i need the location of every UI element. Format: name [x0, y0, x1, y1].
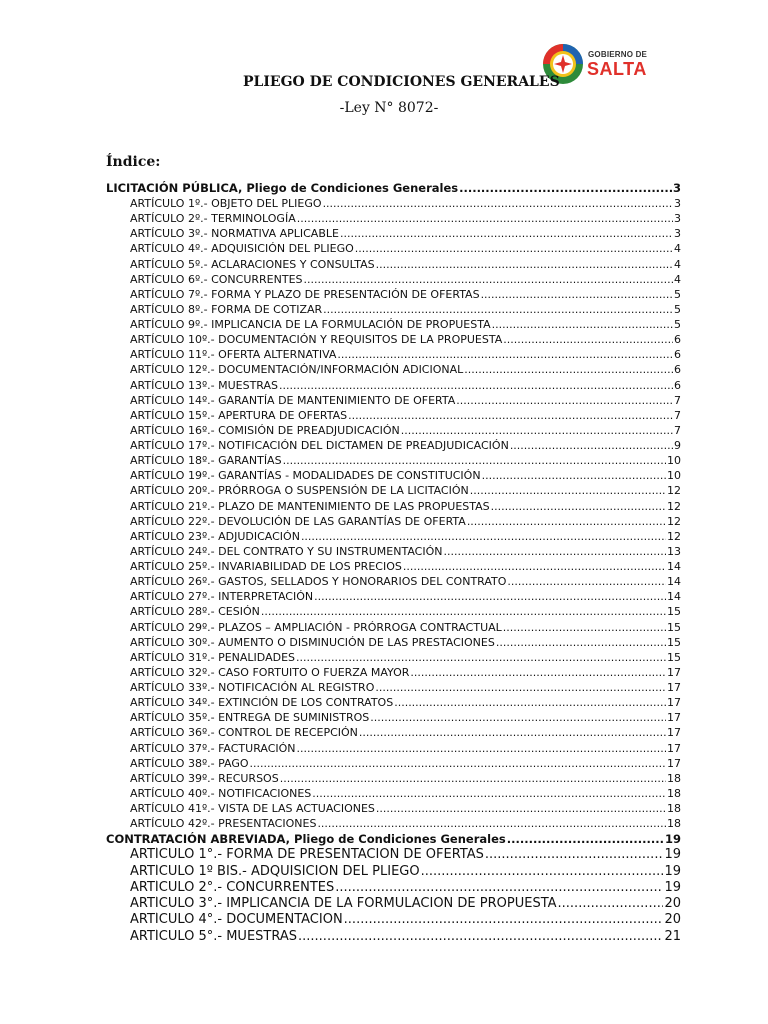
toc-page-number: 7 — [674, 393, 681, 407]
toc-page-number: 17 — [667, 756, 681, 770]
toc-page-number: 14 — [667, 560, 681, 573]
toc-entry[interactable] — [106, 695, 681, 710]
logo-top-text: GOBIERNO DE — [588, 50, 648, 59]
gobierno-de-salta-logo — [542, 43, 672, 87]
toc-entry-label: ARTÍCULO 4°.- DOCUMENTACIÓN — [130, 912, 343, 928]
toc-entry[interactable] — [106, 226, 681, 241]
toc-entry-label: ARTÍCULO 3°.- IMPLICANCIA DE LA FORMULACIÓN DE PROPUESTA — [130, 896, 557, 912]
toc-entry-label: ARTÍCULO 1º.- OBJETO DEL PLIEGO — [130, 197, 322, 210]
toc-entry[interactable] — [106, 438, 681, 453]
toc-entry-label: ARTÍCULO 22º.- DEVOLUCIÓN DE LAS GARANTÍAS DE OFERTA — [130, 514, 466, 528]
toc-entry[interactable] — [106, 423, 681, 438]
toc-entry-label: ARTÍCULO 21º.- PLAZO DE MANTENIMIENTO DE LAS PROPUESTAS — [130, 499, 490, 513]
toc-leader-dots — [467, 514, 666, 529]
toc-page-number: 3 — [672, 181, 681, 195]
toc-entry-label: ARTÍCULO 14º.- GARANTÍA DE MANTENIMIENTO DE OFERTA — [130, 393, 456, 407]
toc-page-number: 17 — [667, 665, 681, 679]
toc-page-number: 5 — [674, 318, 681, 331]
toc-entry[interactable] — [106, 257, 681, 272]
toc-page-number: 19 — [664, 863, 681, 879]
toc-leader-dots — [296, 650, 666, 665]
toc-entry[interactable] — [106, 801, 681, 816]
toc-leader-dots — [507, 831, 664, 847]
toc-leader-dots — [317, 816, 666, 831]
toc-entry-label: ARTÍCULO 31º.- PENALIDADES — [130, 650, 296, 664]
toc-leader-dots — [459, 180, 672, 196]
toc-entry[interactable] — [106, 332, 681, 347]
toc-entry-label: ARTÍCULO 5º.- ACLARACIONES Y CONSULTAS — [130, 257, 375, 271]
toc-entry[interactable] — [106, 499, 681, 514]
toc-leader-dots — [410, 665, 666, 680]
toc-entry[interactable] — [106, 529, 681, 544]
toc-entry[interactable] — [106, 408, 681, 423]
toc-entry[interactable] — [106, 272, 681, 287]
toc-leader-dots — [510, 438, 673, 453]
logo-main-text: SALTA — [587, 59, 647, 79]
toc-entry[interactable] — [106, 544, 681, 559]
toc-section-contratacion-abreviada[interactable] — [106, 831, 681, 847]
toc-entry-label: ARTÍCULO 5°.- MUESTRAS — [130, 928, 298, 944]
toc-entry[interactable] — [106, 393, 681, 408]
toc-leader-dots — [482, 468, 666, 483]
toc-page-number: 21 — [664, 928, 681, 944]
toc-entry-label: ARTÍCULO 37º.- FACTURACIÓN — [130, 741, 296, 755]
toc-entry-label: ARTÍCULO 38º.- PAGO — [130, 756, 249, 770]
toc-page-number: 7 — [674, 408, 681, 422]
toc-page-number: 6 — [674, 363, 681, 377]
toc-entry[interactable] — [106, 483, 681, 498]
toc-entry[interactable] — [106, 786, 681, 801]
toc-leader-dots — [323, 302, 673, 317]
toc-entry[interactable] — [106, 514, 681, 529]
toc-entry-label: ARTÍCULO 39º.- RECURSOS — [130, 771, 279, 785]
toc-entry[interactable] — [106, 864, 681, 880]
toc-section-label: LICITACIÓN PÚBLICA, Pliego de Condiciones Generales — [106, 181, 459, 195]
toc-leader-dots — [496, 635, 666, 650]
toc-leader-dots — [376, 257, 673, 272]
toc-leader-dots — [485, 847, 664, 863]
toc-page-number: 15 — [667, 605, 681, 619]
toc-leader-dots — [470, 483, 666, 498]
toc-leader-dots — [301, 529, 666, 544]
toc-entry-label: ARTÍCULO 16º.- COMISIÓN DE PREADJUDICACIÓN — [130, 423, 400, 437]
toc-leader-dots — [507, 574, 666, 589]
toc-entry-label: ARTÍCULO 9º.- IMPLICANCIA DE LA FORMULACIÓN DE PROPUESTA — [130, 318, 491, 331]
toc-entry-label: ARTÍCULO 32º.- CASO FORTUITO O FUERZA MAYOR — [130, 665, 410, 679]
toc-entry[interactable] — [106, 589, 681, 604]
toc-entry-label: ARTÍCULO 36º.- CONTROL DE RECEPCIÓN — [130, 726, 358, 740]
toc-entry[interactable] — [106, 604, 681, 619]
toc-page-number: 12 — [667, 529, 681, 543]
toc-page-number: 6 — [674, 378, 681, 392]
toc-entry-label: ARTÍCULO 41º.- VISTA DE LAS ACTUACIONES — [130, 802, 375, 815]
toc-leader-dots — [283, 453, 666, 468]
toc-page-number: 17 — [667, 741, 681, 755]
toc-leader-dots — [375, 680, 666, 695]
toc-entry[interactable] — [106, 929, 681, 945]
toc-page-number: 12 — [667, 499, 681, 513]
toc-entry-label: ARTÍCULO 7º.- FORMA Y PLAZO DE PRESENTACIÓN DE OFERTAS — [130, 287, 480, 301]
toc-entry-label: ARTÍCULO 19º.- GARANTÍAS - MODALIDADES DE CONSTITUCIÓN — [130, 469, 481, 483]
toc-section-licitacion-publica[interactable] — [106, 180, 681, 196]
toc-page-number: 12 — [667, 484, 681, 498]
toc-entry-label: ARTÍCULO 40º.- NOTIFICACIONES — [130, 786, 312, 800]
toc-leader-dots — [279, 378, 673, 393]
toc-page-number: 3 — [674, 197, 681, 210]
toc-leader-dots — [340, 226, 673, 241]
toc-leader-dots — [376, 801, 666, 816]
toc-page-number: 14 — [667, 590, 681, 604]
toc-section1-list — [106, 196, 681, 831]
toc-leader-dots — [492, 317, 673, 332]
toc-entry-label: ARTÍCULO 20º.- PRÓRROGA O SUSPENSIÓN DE LA LICITACIÓN — [130, 484, 469, 498]
toc-leader-dots — [280, 771, 666, 786]
toc-entry[interactable] — [106, 680, 681, 695]
toc-entry-label: ARTÍCULO 26º.- GASTOS, SELLADOS Y HONORARIOS DEL CONTRATO — [130, 575, 507, 589]
toc-entry[interactable] — [106, 302, 681, 317]
toc-page-number: 17 — [667, 696, 681, 710]
toc-entry[interactable] — [106, 574, 681, 589]
toc-entry[interactable] — [106, 816, 681, 831]
toc-leader-dots — [403, 559, 666, 574]
toc-page-number: 19 — [664, 879, 681, 895]
toc-entry[interactable] — [106, 453, 681, 468]
index-heading: Índice: — [106, 154, 161, 170]
toc-leader-dots — [443, 544, 666, 559]
toc-entry[interactable] — [106, 741, 681, 756]
toc-entry-label: ARTÍCULO 18º.- GARANTÍAS — [130, 454, 282, 468]
toc-entry[interactable] — [106, 635, 681, 650]
toc-entry-label: ARTÍCULO 28º.- CESIÓN — [130, 605, 260, 619]
toc-leader-dots — [558, 896, 664, 912]
toc-entry[interactable] — [106, 665, 681, 680]
document-subtitle: -Ley N° 8072- — [339, 100, 439, 116]
toc-entry-label: ARTÍCULO 33º.- NOTIFICACIÓN AL REGISTRO — [130, 681, 375, 694]
toc-entry[interactable] — [106, 347, 681, 362]
toc-page-number: 4 — [674, 242, 681, 256]
toc-leader-dots — [359, 725, 666, 740]
toc-page-number: 12 — [667, 514, 681, 528]
toc-leader-dots — [344, 912, 664, 928]
toc-leader-dots — [456, 393, 673, 408]
toc-entry-label: ARTÍCULO 34º.- EXTINCIÓN DE LOS CONTRATOS — [130, 696, 394, 710]
toc-page-number: 15 — [667, 650, 681, 664]
toc-leader-dots — [335, 880, 663, 896]
toc-page-number: 10 — [667, 469, 681, 483]
toc-section-label: CONTRATACIÓN ABREVIADA, Pliego de Condiciones Generales — [106, 832, 506, 847]
toc-entry-label: ARTÍCULO 23º.- ADJUDICACIÓN — [130, 529, 300, 543]
document-title: PLIEGO DE CONDICIONES GENERALES — [243, 74, 560, 90]
toc-leader-dots — [337, 347, 673, 362]
toc-leader-dots — [355, 241, 673, 256]
toc-entry[interactable] — [106, 287, 681, 302]
toc-entry[interactable] — [106, 317, 681, 332]
toc-entry[interactable] — [106, 362, 681, 377]
toc-entry-label: ARTÍCULO 30º.- AUMENTO O DISMINUCIÓN DE LAS PRESTACIONES — [130, 635, 495, 649]
toc-entry[interactable] — [106, 912, 681, 928]
toc-leader-dots — [297, 741, 666, 756]
toc-page-number: 19 — [664, 847, 681, 863]
toc-leader-dots — [314, 589, 666, 604]
toc-entry-label: ARTÍCULO 42º.- PRESENTACIONES — [130, 817, 317, 831]
toc-entry[interactable] — [106, 241, 681, 256]
toc-page-number: 5 — [674, 287, 681, 301]
toc-leader-dots — [323, 196, 673, 211]
toc-leader-dots — [250, 756, 666, 771]
toc-entry[interactable] — [106, 559, 681, 574]
table-of-contents — [106, 180, 681, 945]
toc-entry-label: ARTÍCULO 35º.- ENTREGA DE SUMINISTROS — [130, 711, 370, 725]
toc-entry-label: ARTÍCULO 13º.- MUESTRAS — [130, 378, 278, 392]
toc-page-number: 17 — [667, 726, 681, 740]
toc-section2-list — [106, 847, 681, 945]
toc-leader-dots — [298, 929, 663, 945]
toc-leader-dots — [370, 710, 666, 725]
toc-page-number: 20 — [664, 896, 681, 912]
toc-entry-label: ARTÍCULO 2°.- CONCURRENTES — [130, 879, 335, 895]
toc-page-number: 4 — [674, 272, 681, 286]
toc-leader-dots — [348, 408, 673, 423]
toc-page-number: 6 — [674, 333, 681, 347]
toc-entry[interactable] — [106, 725, 681, 740]
toc-page-number: 17 — [667, 681, 681, 694]
toc-leader-dots — [421, 864, 664, 880]
toc-entry-label: ARTÍCULO 4º.- ADQUISICIÓN DEL PLIEGO — [130, 242, 354, 256]
toc-page-number: 6 — [674, 348, 681, 362]
toc-page-number: 13 — [667, 544, 681, 558]
toc-entry-label: ARTÍCULO 2º.- TERMINOLOGÍA — [130, 212, 296, 226]
toc-entry[interactable] — [106, 756, 681, 771]
toc-page-number: 10 — [667, 454, 681, 468]
toc-entry-label: ARTÍCULO 1°.- FORMA DE PRESENTACIÓN DE OFERTAS — [130, 847, 484, 863]
toc-page-number: 3 — [674, 212, 681, 226]
toc-entry[interactable] — [106, 378, 681, 393]
toc-leader-dots — [394, 695, 666, 710]
toc-entry-label: ARTÍCULO 25º.- INVARIABILIDAD DE LOS PRECIOS — [130, 560, 402, 573]
toc-leader-dots — [503, 332, 673, 347]
toc-leader-dots — [481, 287, 673, 302]
toc-entry[interactable] — [106, 196, 681, 211]
toc-entry[interactable] — [106, 771, 681, 786]
toc-entry[interactable] — [106, 847, 681, 863]
toc-page-number: 5 — [674, 302, 681, 316]
toc-page-number: 20 — [664, 912, 681, 928]
toc-page-number: 15 — [667, 620, 681, 634]
toc-leader-dots — [312, 786, 666, 801]
toc-entry-label: ARTÍCULO 27º.- INTERPRETACIÓN — [130, 590, 314, 604]
toc-entry-label: ARTÍCULO 6º.- CONCURRENTES — [130, 272, 303, 286]
toc-page-number: 9 — [674, 439, 681, 452]
toc-entry-label: ARTÍCULO 12º.- DOCUMENTACIÓN/INFORMACIÓN ADICIONAL — [130, 363, 464, 377]
toc-leader-dots — [304, 272, 673, 287]
toc-entry-label: ARTÍCULO 11º.- OFERTA ALTERNATIVA — [130, 348, 337, 362]
toc-page-number: 18 — [667, 817, 681, 831]
toc-page-number: 7 — [674, 423, 681, 437]
toc-page-number: 17 — [667, 711, 681, 725]
toc-entry[interactable] — [106, 650, 681, 665]
toc-entry-label: ARTÍCULO 17º.- NOTIFICACIÓN DEL DICTAMEN DE PREADJUDICACIÓN — [130, 439, 509, 452]
toc-entry-label: ARTÍCULO 3º.- NORMATIVA APLICABLE — [130, 227, 339, 241]
toc-leader-dots — [297, 211, 673, 226]
toc-page-number: 18 — [667, 771, 681, 785]
toc-entry[interactable] — [106, 896, 681, 912]
toc-leader-dots — [503, 620, 666, 635]
toc-entry-label: ARTÍCULO 1º BIS.- ADQUISICIÓN DEL PLIEGO — [130, 863, 420, 879]
toc-page-number: 4 — [674, 257, 681, 271]
toc-entry-label: ARTÍCULO 29º.- PLAZOS – AMPLIACIÓN - PRÓRROGA CONTRACTUAL — [130, 620, 502, 634]
toc-entry-label: ARTÍCULO 24º.- DEL CONTRATO Y SU INSTRUMENTACIÓN — [130, 544, 443, 558]
toc-entry[interactable] — [106, 880, 681, 896]
toc-page-number: 18 — [667, 802, 681, 815]
toc-entry[interactable] — [106, 468, 681, 483]
toc-page-number: 18 — [667, 786, 681, 800]
toc-entry-label: ARTÍCULO 8º.- FORMA DE COTIZAR — [130, 302, 323, 316]
toc-page-number: 15 — [667, 635, 681, 649]
toc-leader-dots — [261, 604, 666, 619]
toc-entry-label: ARTÍCULO 10º.- DOCUMENTACIÓN Y REQUISITOS DE LA PROPUESTA — [130, 333, 503, 347]
toc-entry[interactable] — [106, 211, 681, 226]
toc-leader-dots — [491, 499, 666, 514]
toc-leader-dots — [401, 423, 673, 438]
toc-page-number: 3 — [674, 227, 681, 241]
toc-entry-label: ARTÍCULO 15º.- APERTURA DE OFERTAS — [130, 408, 348, 422]
toc-leader-dots — [464, 362, 673, 377]
toc-entry[interactable] — [106, 620, 681, 635]
toc-page-number: 14 — [667, 575, 681, 589]
toc-entry[interactable] — [106, 710, 681, 725]
toc-page-number: 19 — [664, 832, 681, 847]
